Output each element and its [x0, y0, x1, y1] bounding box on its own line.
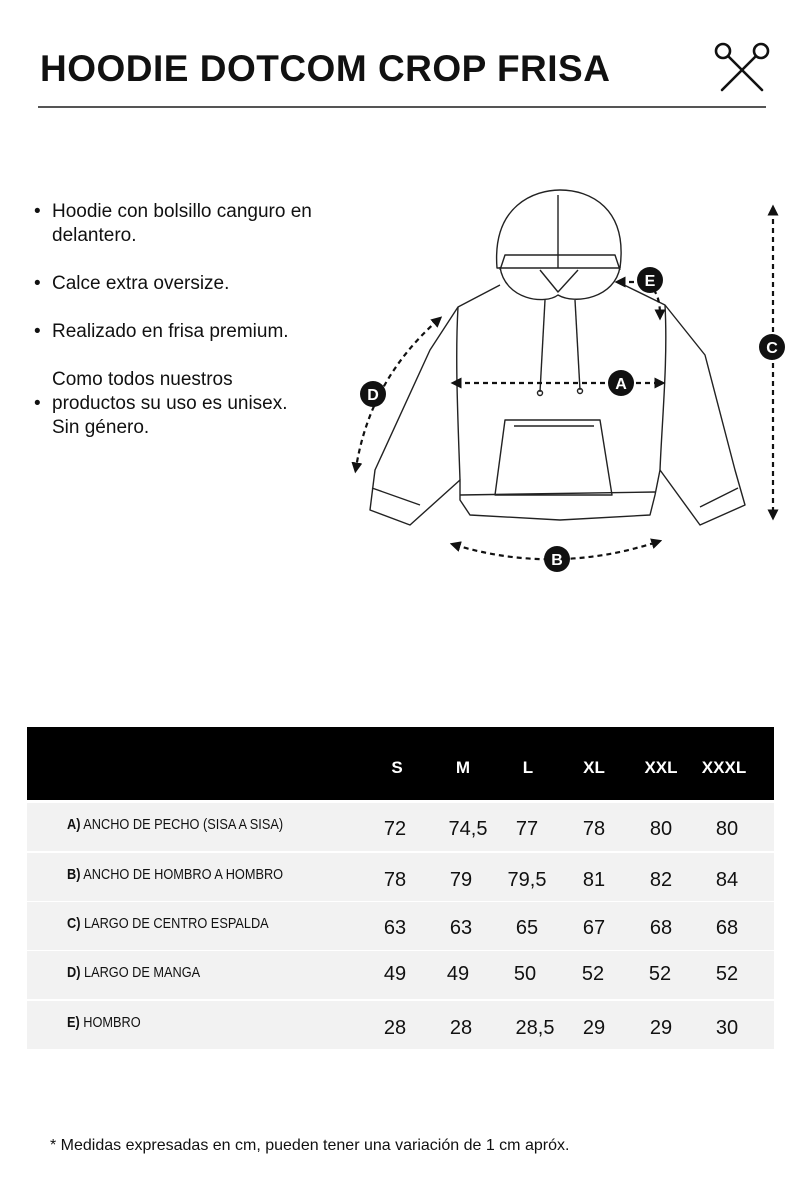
table-cell: 68 — [715, 917, 739, 939]
note-line-1: Como todos nuestros — [52, 369, 233, 390]
table-cell: 80 — [649, 818, 673, 840]
measure-label-b — [544, 546, 570, 572]
feature-item — [30, 200, 330, 248]
row-label-text: ANCHO DE PECHO (SISA A SISA) — [83, 816, 284, 833]
hoodie-outline — [370, 190, 745, 525]
table-cell: 29 — [582, 1017, 606, 1039]
row-code: D) — [67, 964, 81, 981]
feature-text: Realizado en frisa premium. — [52, 321, 289, 342]
bullet-icon: • — [34, 321, 41, 342]
measure-label-e — [637, 267, 663, 293]
size-col-xl: XL — [583, 758, 605, 777]
measure-lines — [356, 210, 773, 559]
feature-list — [30, 200, 330, 464]
size-col-l: L — [522, 758, 534, 777]
table-cell: 84 — [715, 869, 739, 891]
row-label-text: LARGO DE CENTRO ESPALDA — [84, 915, 269, 932]
label-d: D — [367, 387, 379, 404]
footnote: * Medidas expresadas en cm, pueden tener una variación de 1 cm apróx. — [50, 1137, 570, 1154]
table-cell: 28,5 — [515, 1017, 555, 1039]
feature-item — [30, 320, 330, 344]
table-cell: 29 — [649, 1017, 673, 1039]
table-cell: 78 — [383, 869, 407, 891]
table-cell: 82 — [649, 869, 673, 891]
table-cell: 77 — [515, 818, 539, 840]
row-label — [67, 1014, 141, 1031]
page-title: HOODIE DOTCOM CROP FRISA — [40, 48, 611, 89]
table-cell: 65 — [515, 917, 539, 939]
table-row — [27, 803, 774, 851]
label-c: C — [766, 340, 778, 357]
feature-item — [30, 272, 330, 296]
table-row — [27, 951, 774, 999]
size-col-s: S — [391, 758, 403, 777]
table-cell: 81 — [582, 869, 606, 891]
table-cell: 72 — [383, 818, 407, 840]
table-cell: 80 — [715, 818, 739, 840]
table-cell: 79,5 — [507, 869, 547, 891]
table-cell: 30 — [715, 1017, 739, 1039]
table-cell: 67 — [582, 917, 606, 939]
table-cell: 49 — [383, 963, 407, 985]
bullet-icon: • — [34, 201, 41, 222]
row-code: A) — [67, 816, 81, 833]
table-cell: 79 — [449, 869, 473, 891]
table-cell: 63 — [449, 917, 473, 939]
label-b: B — [551, 552, 563, 569]
table-cell: 52 — [581, 963, 605, 985]
table-cell: 74,5 — [448, 818, 488, 840]
row-label — [67, 866, 283, 883]
feature-text: Calce extra oversize. — [52, 273, 230, 294]
measure-label-d — [360, 381, 386, 407]
bullet-icon: • — [34, 393, 41, 414]
row-code: C) — [67, 915, 81, 932]
size-col-xxl: XXL — [644, 758, 678, 777]
row-label — [67, 915, 269, 932]
unisex-note — [30, 368, 330, 440]
measure-label-c — [759, 334, 785, 360]
row-label — [67, 816, 283, 833]
table-cell: 63 — [383, 917, 407, 939]
size-table-header — [27, 727, 774, 800]
row-code: B) — [67, 866, 81, 883]
label-e: E — [644, 273, 656, 290]
size-col-xxxl: XXXL — [701, 758, 747, 777]
table-cell: 50 — [513, 963, 537, 985]
row-label-text: LARGO DE MANGA — [84, 964, 201, 981]
note-line-2: productos su uso es unisex. — [52, 393, 288, 414]
title-divider — [38, 106, 766, 108]
table-row — [27, 902, 774, 950]
table-cell: 78 — [582, 818, 606, 840]
scissors-icon — [712, 40, 772, 94]
row-label — [67, 964, 200, 981]
row-code: E) — [67, 1014, 80, 1031]
table-cell: 52 — [648, 963, 672, 985]
table-cell: 28 — [449, 1017, 473, 1039]
bullet-icon: • — [34, 273, 41, 294]
feature-text: Hoodie con bolsillo canguro en delantero. — [52, 201, 312, 246]
table-cell: 28 — [383, 1017, 407, 1039]
row-label-text: HOMBRO — [83, 1014, 141, 1031]
row-label-text: ANCHO DE HOMBRO A HOMBRO — [83, 866, 284, 883]
note-line-3: Sin género. — [52, 417, 150, 438]
table-cell: 49 — [446, 963, 470, 985]
table-cell: 52 — [715, 963, 739, 985]
size-col-m: M — [455, 758, 471, 777]
hoodie-diagram — [340, 185, 800, 585]
table-cell: 68 — [649, 917, 673, 939]
table-row — [27, 853, 774, 901]
measure-label-a — [608, 370, 634, 396]
label-a: A — [615, 376, 627, 393]
table-row — [27, 1001, 774, 1049]
